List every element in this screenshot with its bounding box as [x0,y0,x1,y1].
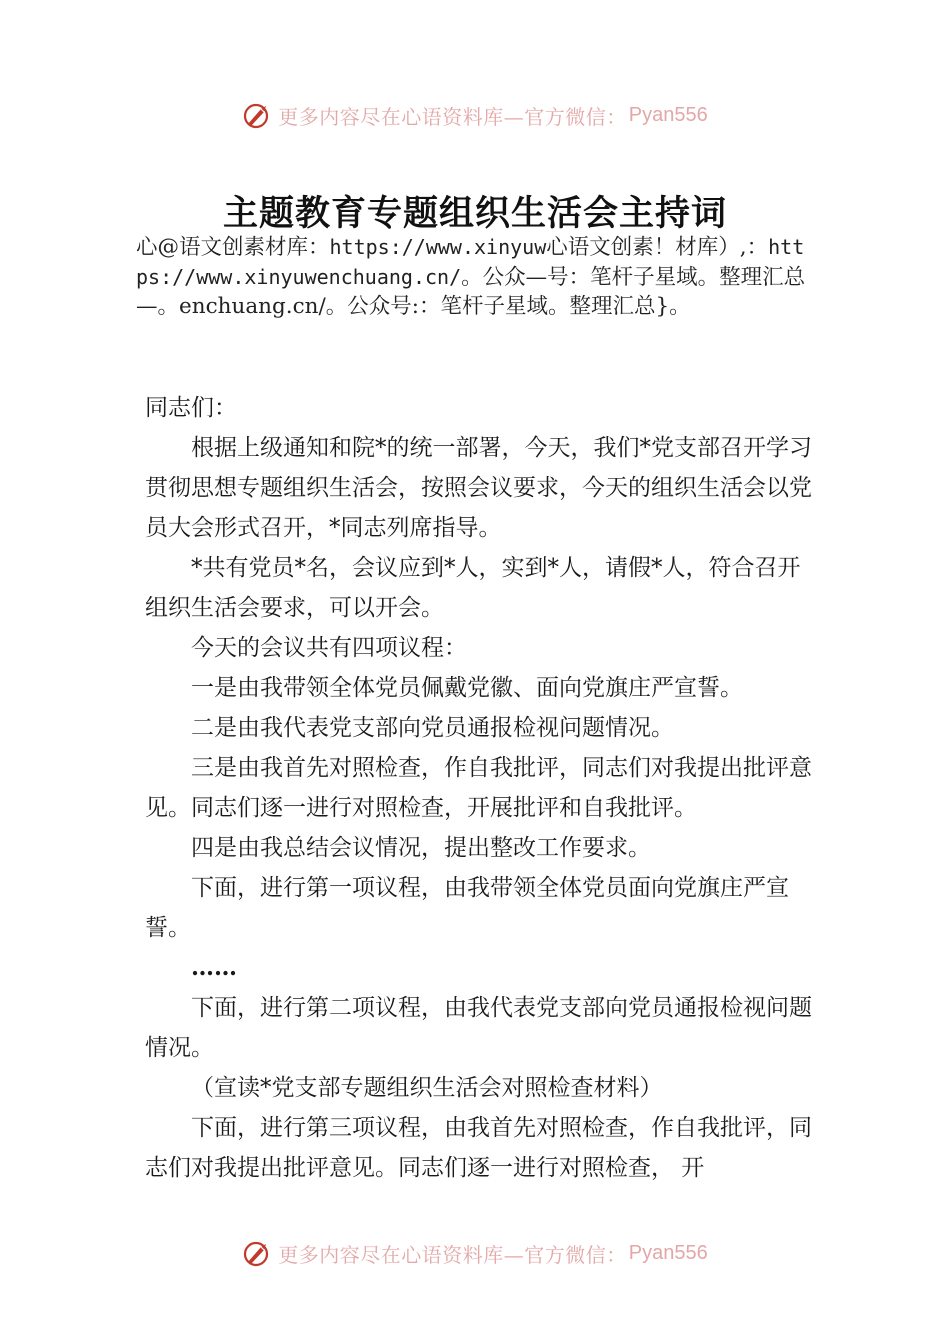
agenda-item: 三是由我首先对照检查，作自我批评，同志们对我提出批评意见。同志们逐一进行对照检查，开展批评和自我批评。 [145,755,812,821]
source-part: 。公众—号：笔杆子星域。整理汇总—。 [136,264,806,319]
source-part: 心语文创素！材库）,： [546,235,769,260]
source-url: https://www.xinyuw [329,235,547,259]
body-paragraph: 根据上级通知和院*的统一部署，今天，我们*党支部召开学习贯彻思想专题组织生活会，按照会议要求，今天的组织生活会以党员大会形式召开，*同志列席指导。 [145,435,812,541]
agenda-intro: 今天的会议共有四项议程： [191,635,467,661]
watermark-text: 更多内容尽在心语资料库—官方微信： [278,1242,627,1267]
agenda-item: 四是由我总结会议情况，提出整改工作要求。 [191,835,651,861]
source-part: 心@语文创素材库： [136,235,330,260]
watermark-id: Pyan556 [628,1241,708,1264]
body-paragraph: 下面，进行第二项议程，由我代表党支部向党员通报检视问题情况。 [145,995,812,1061]
pen-nib-logo-icon [242,1238,272,1268]
watermark-text: 更多内容尽在心语资料库—官方微信： [278,104,627,129]
watermark-footer [0,1233,950,1273]
greeting: 同志们： [145,395,237,421]
document-title: 主题教育专题组织生活会主持词 [222,193,727,234]
body-paragraph: 下面，进行第一项议程，由我带领全体党员面向党旗庄严宣誓。 [145,875,789,941]
body-paragraph: *共有党员*名，会议应到*人，实到*人，请假*人，符合召开组织生活会要求，可以开会。 [145,555,801,621]
source-note [136,233,816,322]
agenda-item: 二是由我代表党支部向党员通报检视问题情况。 [191,715,674,741]
body-paragraph: （宣读*党支部专题组织生活会对照检查材料） [191,1075,663,1101]
source-url: https://www.xinyuwenchuang.cn/ [136,235,805,289]
source-part: 。公众号:：笔杆子星域。整理汇总}。 [325,294,691,319]
watermark-header [0,95,950,135]
watermark-id: Pyan556 [628,103,708,126]
source-url: enchuang.cn/ [179,294,326,319]
body-paragraph: 下面，进行第三项议程，由我首先对照检查，作自我批评，同志们对我提出批评意见。同志们逐一进行对照检查， 开 [145,1115,812,1181]
ellipsis: …… [191,954,237,981]
agenda-item: 一是由我带领全体党员佩戴党徽、面向党旗庄严宣誓。 [191,675,743,701]
pen-nib-logo-icon [242,100,272,130]
document-body [145,388,817,1188]
